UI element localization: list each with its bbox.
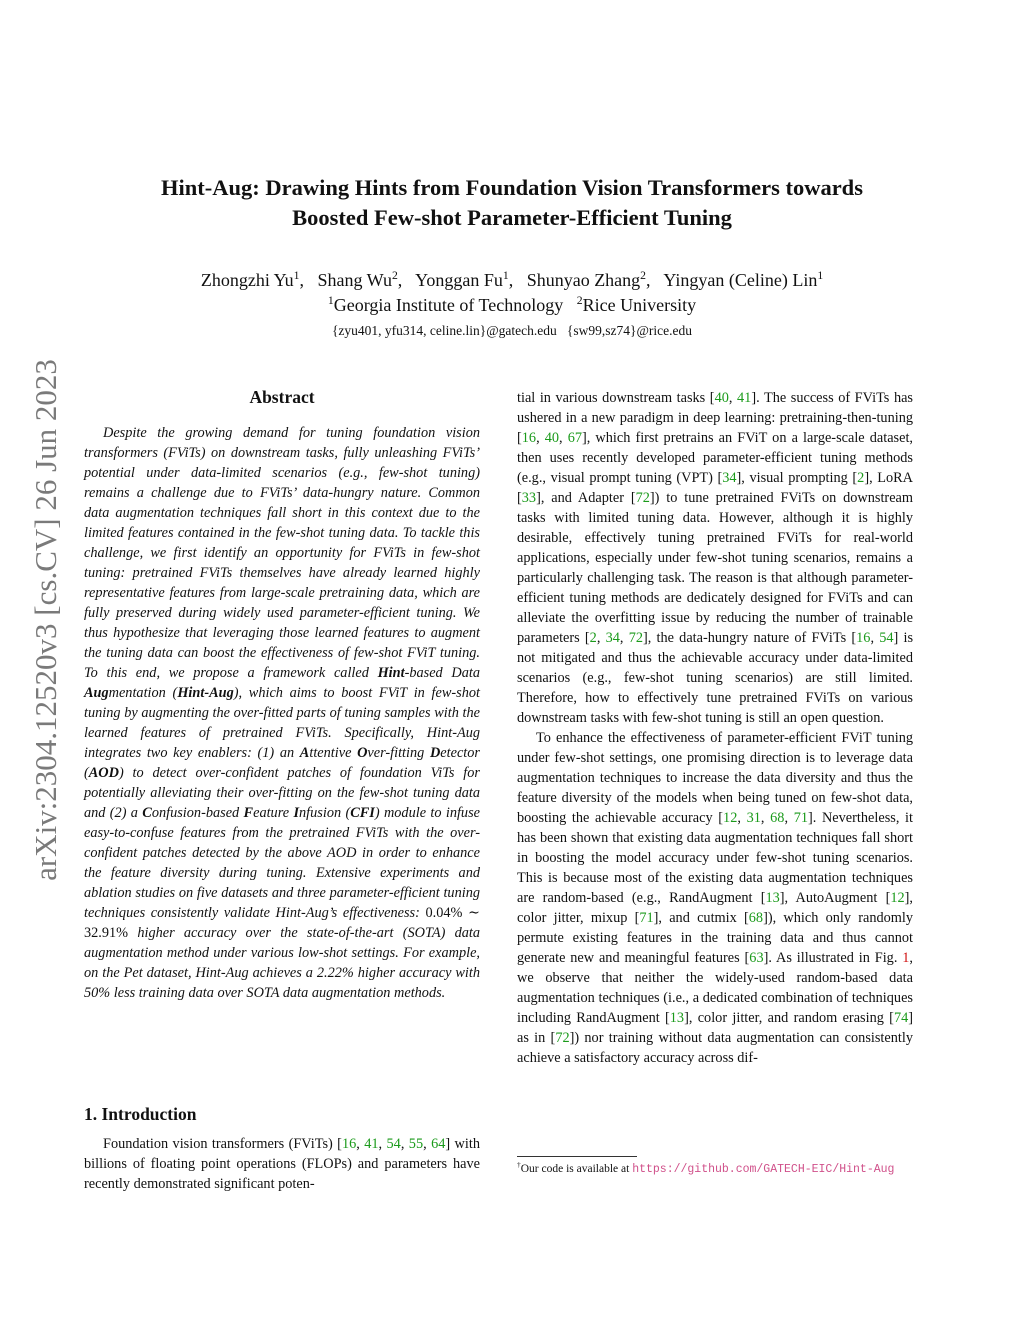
author-name: Yingyan (Celine) Lin [663,270,818,290]
intro-paragraph: To enhance the effectiveness of parameter-efficient FViT tuning under few-shot settings, one promising direction is to leverage data augmentation techniques to increase the data diversity and thus the feature diversity of the models when being tuned on few-shot data, boosting the achievable accuracy [12, 31, 68, 71]. Nevertheless, it has been shown that existing data augmentation techniques fall short in boosting the model accuracy under few-shot tuning scenarios. This is because most of the existing data augmentation techniques are random-based (e.g., RandAugment [13], AutoAugment [12], color jitter, mixup [71], and cutmix [68]), which only randomly permute existing features in the training data and thus cannot generate new and meaningful features [63]. As illustrated in Fig. 1, we observe that neither the widely-used random-based data augmentation techniques (i.e., a dedicated combination of techniques including RandAugment [13], color jitter, and random erasing [74] as in [72]) nor training without data augmentation can consistently achieve a satisfactory accuracy across dif- [517,730,914,1066]
footnote-mark: † [517,1160,521,1170]
citation-link[interactable]: 71 [639,910,654,926]
author-affil-mark: 2 [640,269,647,282]
citation-link[interactable]: 40 [544,430,560,446]
intro-paragraph-left: Foundation vision transformers (FViTs) [16, 41, 54, 55, 64] with billions of floating point operations (FLOPs) and parameters have recently demonstrated significant poten- [84,1136,480,1192]
citation-link[interactable]: 34 [722,470,737,486]
author-emails: {zyu401, yfu314, celine.lin}@gatech.edu {sw99,sz74}@rice.edu [331,323,693,338]
intro-paragraph: tial in various downstream tasks [40, 41]. The success of FViTs has ushered in a new paradigm in deep learning: pretraining-then-tuning [16, 40, 67], which first pretrains an FViT on a large-scale dataset, then uses recently developed parameter-efficient tuning methods (e.g., visual prompt tuning (VPT) [34], visual prompting [2], LoRA [33], and Adapter [72]) to tune pretrained FViTs on downstream tasks with limited tuning data. However, although it is highly desirable, effectively tuning pretrained FViTs for real-world applications, especially under few-shot tuning scenarios, remains a particularly challenging task. The reason is that although parameter-efficient tuning methods are dedicately designed for FViTs and can alleviate the overfitting issue by reducing the number of trainable parameters [2, 34, 72], the data-hungry nature of FViTs [16, 54] is not mitigated and thus the achievable accuracy under data-limited scenarios (e.g., few-shot tuning scenarios) are still limited. Therefore, how to effectively tune pretrained FViTs on various downstream tasks with few-shot tuning is still an open question. [517,390,914,726]
citation-link[interactable]: 13 [669,1010,685,1026]
accuracy-range: 0.04% ∼ 32.91% [84,905,480,941]
citation-link[interactable]: 55 [408,1136,424,1152]
intro-right-column [517,388,913,1068]
citation-link[interactable]: 54 [879,630,894,646]
affiliations [80,294,944,316]
figure-reference-link[interactable]: 1 [902,950,910,966]
author-affil-mark: 1 [293,269,300,282]
citation-link[interactable]: 72 [635,490,650,506]
abstract-body [84,423,480,1003]
affil-number: 2 [576,294,583,307]
title-line-2: Boosted Few-shot Parameter-Efficient Tuning [292,205,732,230]
citation-link[interactable]: 34 [605,630,620,646]
citation-link[interactable]: 72 [628,630,643,646]
citation-link[interactable]: 12 [890,890,905,906]
citation-link[interactable]: 72 [555,1030,570,1046]
arxiv-id: arXiv:2304.12520v3 [cs.CV] 26 Jun 2023 [28,359,63,881]
citation-link[interactable]: 68 [770,810,785,826]
citation-link[interactable]: 67 [567,430,582,446]
citation-link[interactable]: 2 [857,470,865,486]
author-affil-mark: 2 [391,269,398,282]
author-name: Shang Wu [317,270,392,290]
citation-link[interactable]: 12 [723,810,738,826]
paper-title [80,173,944,233]
citation-link[interactable]: 16 [521,430,537,446]
citation-link[interactable]: 16 [341,1136,357,1152]
author-name: Shunyao Zhang [526,270,641,290]
title-line-1: Hint-Aug: Drawing Hints from Foundation Vision Transformers towards [161,175,863,200]
citation-link[interactable]: 41 [364,1136,379,1152]
arxiv-identifier-stamp [6,240,86,1000]
abstract-paragraph: Despite the growing demand for tuning foundation vision transformers (FViTs) on downstream tasks, fully unleashing FViTs’ potential under data-limited scenarios (e.g., few-shot tuning) remains a challenge due to FViTs’ data-hungry nature. Common data augmentation techniques fall short in this context due to the limited features contained in the few-shot tuning data. To tackle this challenge, we first identify an opportunity for FViTs in few-shot tuning: pretrained FViTs themselves have already learned highly representative features from large-scale pretraining data, which are fully preserved during widely used parameter-efficient tuning. We thus hypothesize that leveraging those learned features to augment the tuning data can boost the effectiveness of few-shot FViT tuning. To this end, we propose a framework called Hint-based Data Augmentation (Hint-Aug), which aims to boost FViT in few-shot tuning by augmenting the over-fitted parts of tuning samples with the learned features of pretrained FViTs. Specifically, Hint-Aug integrates two key enablers: (1) an Attentive Over-fitting Detector (AOD) to detect over-confident patches of foundation ViTs for potentially alleviating their over-fitting on the few-shot tuning data and (2) a Confusion-based Feature Infusion (CFI) module to infuse easy-to-confuse features from the pretrained FViTs with the over-confident patches detected by the above AOD in order to enhance the feature diversity during tuning. Extensive experiments and ablation studies on five datasets and three parameter-efficient tuning techniques consistently validate Hint-Aug’s effectiveness: 0.04% ∼ 32.91% higher accuracy over the state-of-the-art (SOTA) data augmentation method under various low-shot settings. For example, on the Pet dataset, Hint-Aug achieves a 2.22% higher accuracy with 50% less training data over SOTA data augmentation methods. [84,425,480,1001]
abstract-heading: Abstract [249,387,315,407]
citation-link[interactable]: 31 [746,810,761,826]
author-list: Zhongzhi Yu$^1$, Shang Wu$^2$, Yonggan Fu$^1$, Shunyao Zhang$^2$, Yingyan (Celine) Lin$^1$ [200,269,824,290]
citation-link[interactable]: 71 [793,810,808,826]
author-name: Zhongzhi Yu [200,270,294,290]
author-name: Yonggan Fu [415,270,503,290]
affil-name: Rice University [582,295,697,315]
citation-link[interactable]: 64 [431,1136,446,1152]
footnote-rule [517,1156,637,1157]
citation-link[interactable]: 2 [589,630,597,646]
citation-link[interactable]: 63 [749,950,764,966]
footnote-text: Our code is available at [520,1163,633,1175]
author-affil-mark: 1 [817,269,824,282]
citation-link[interactable]: 13 [765,890,780,906]
citation-link[interactable]: 33 [521,490,537,506]
footnote [517,1160,913,1179]
code-repository-link[interactable]: https://github.com/GATECH-EIC/Hint-Aug [632,1163,895,1176]
citation-link[interactable]: 41 [737,390,752,406]
citation-link[interactable]: 40 [714,390,729,406]
citation-link[interactable]: 16 [856,630,871,646]
section-heading-introduction: 1. Introduction [84,1104,197,1124]
author-affil-mark: 1 [502,269,509,282]
affil-name: Georgia Institute of Technology [333,295,564,315]
citation-link[interactable]: 74 [893,1010,909,1026]
citation-link[interactable]: 54 [386,1136,401,1152]
citation-link[interactable]: 68 [748,910,764,926]
affil-number: 1 [327,294,334,307]
